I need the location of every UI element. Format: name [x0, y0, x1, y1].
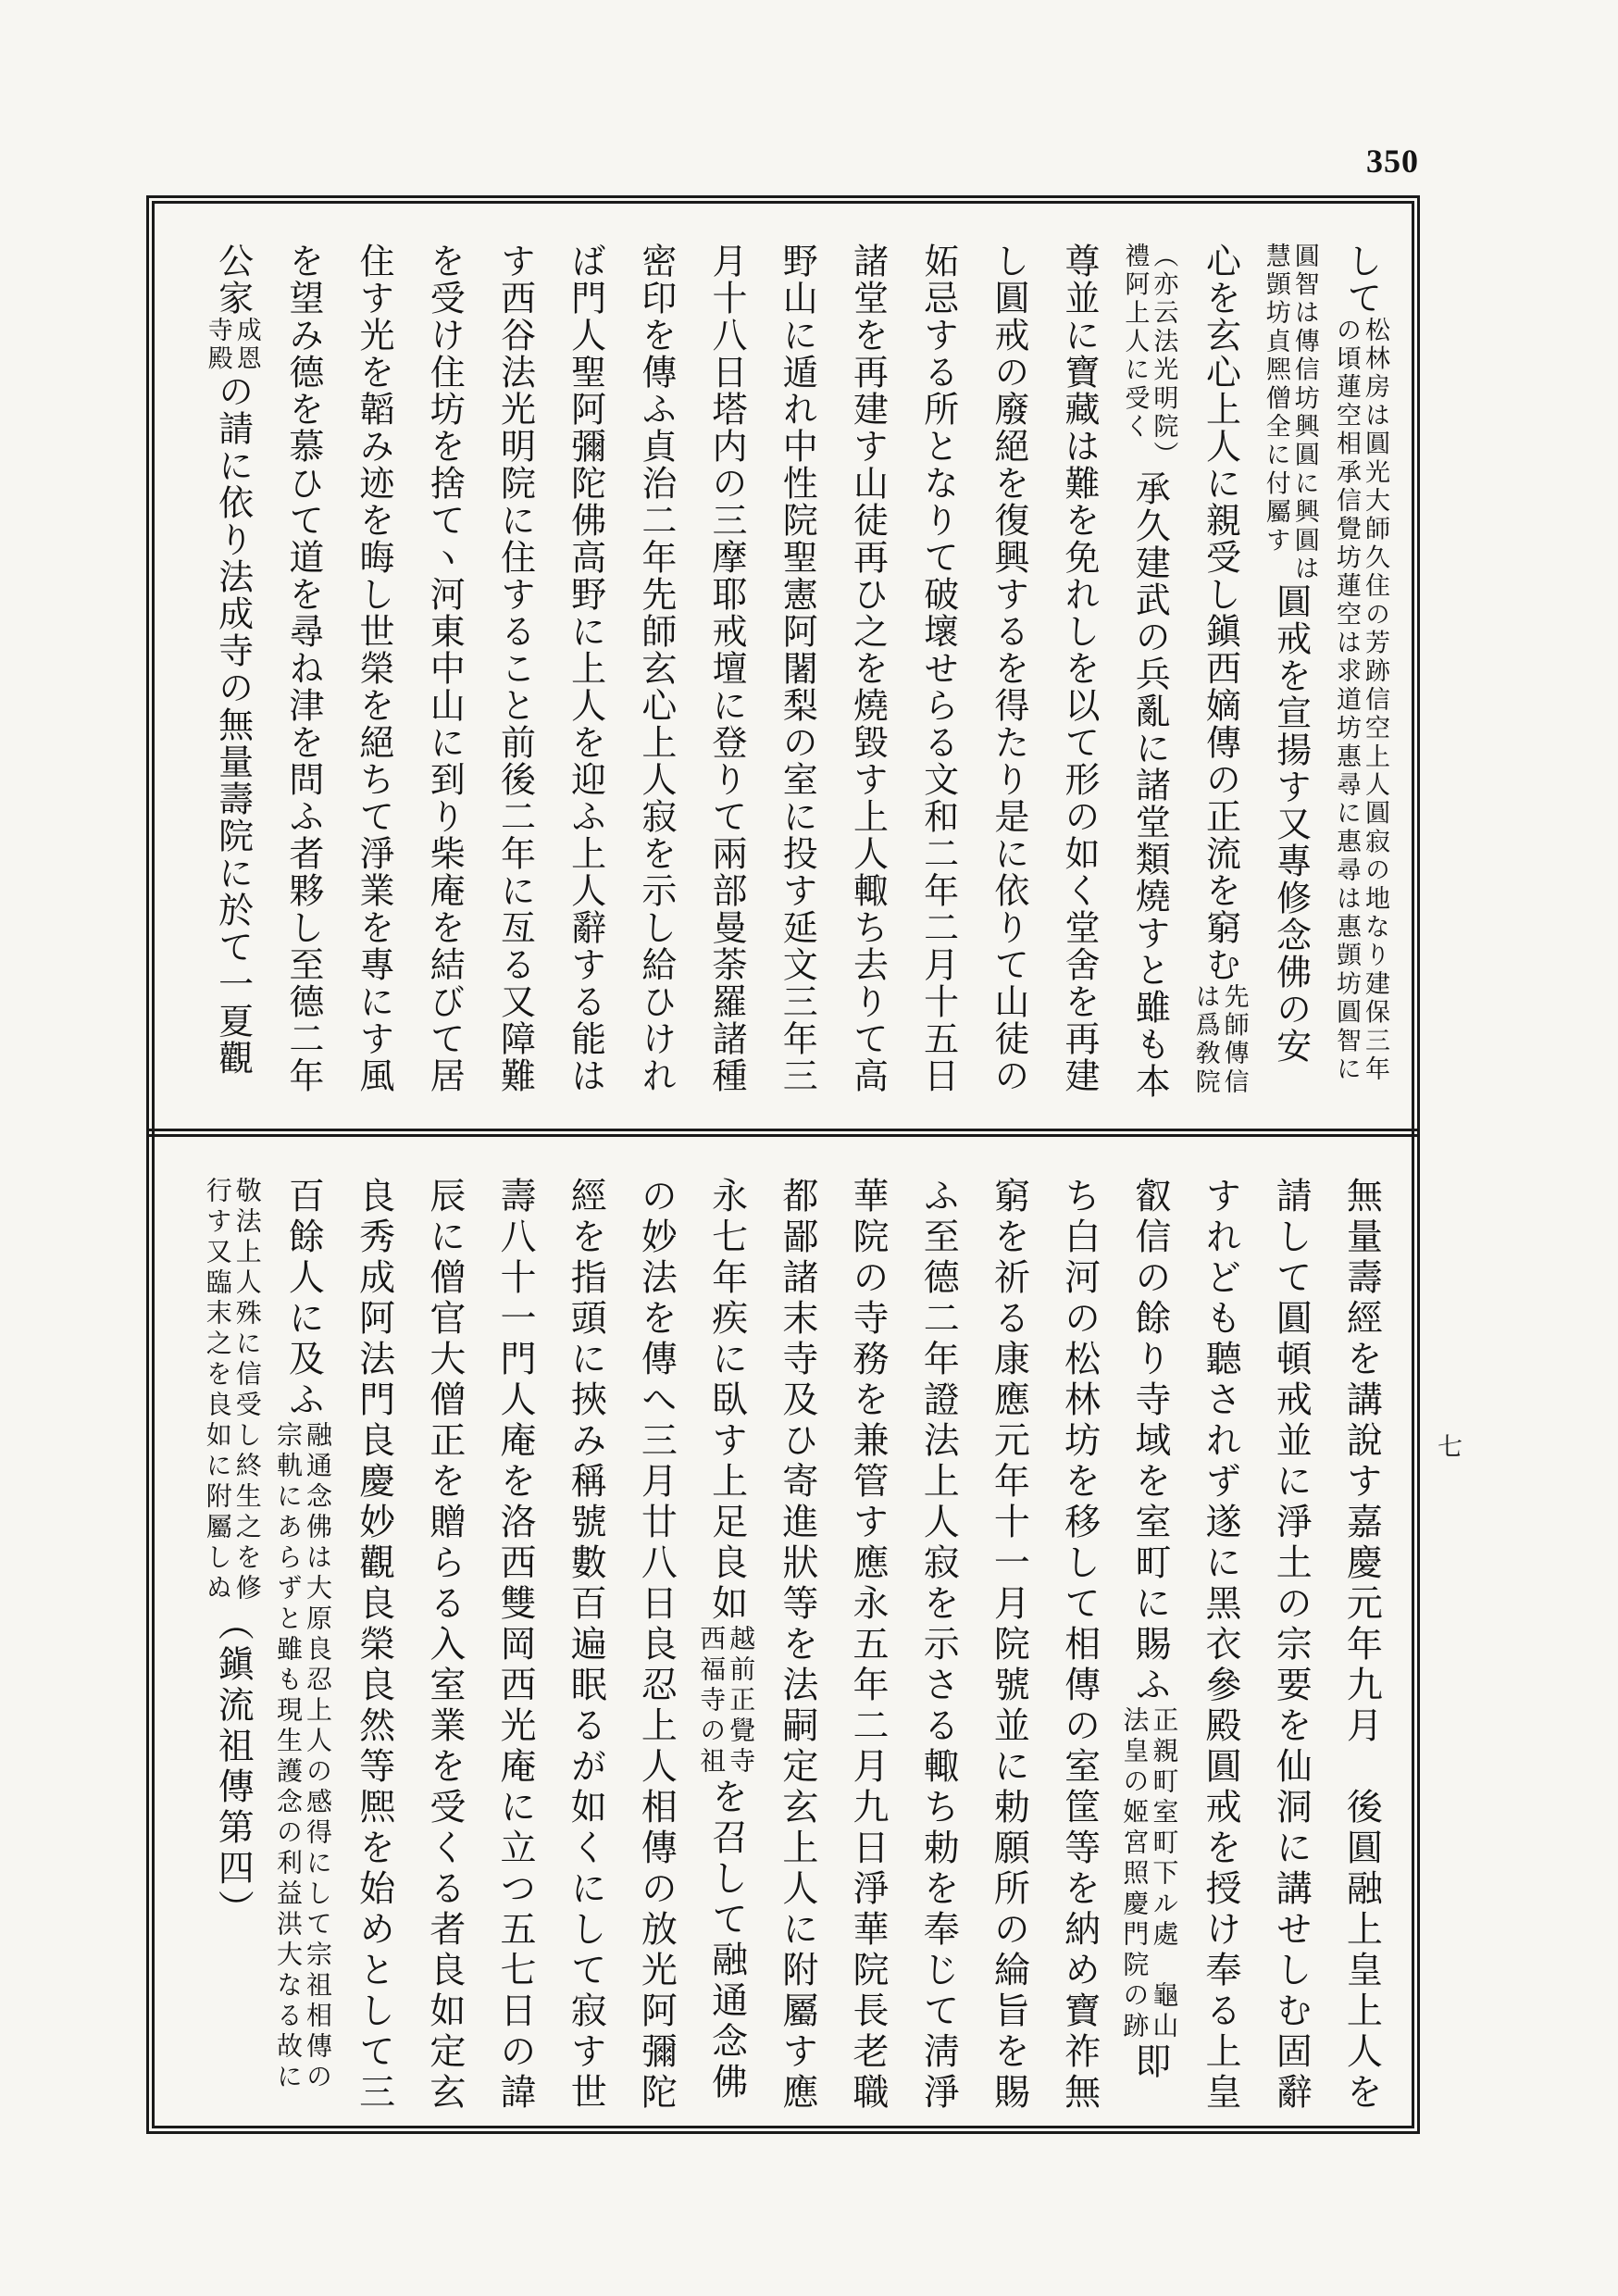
page-number: 350: [1366, 143, 1419, 180]
body-text: して: [1340, 243, 1382, 317]
body-text: 都鄙諸末寺及ひ寄進狀等を法嗣定玄上人に附屬す應: [776, 1177, 818, 2114]
text-column: [832, 1177, 902, 2126]
body-text: 窮を祈る康應元年十一月院號並に勅願所の綸旨を賜: [988, 1177, 1030, 2114]
text-column: [550, 1177, 620, 2126]
note-line: の頃蓮空相承信覺坊蓮空は求道坊惠尋に惠尋は惠顗坊圓智に: [1332, 317, 1361, 1084]
body-text: ち白河の松林坊を移して相傳の室筐等を納め寶祚無: [1058, 1177, 1101, 2114]
text-column: [902, 1177, 973, 2126]
text-column: [338, 243, 408, 1117]
body-text: 承久建武の兵亂に諸堂類燒すと雖も本: [1129, 469, 1171, 1100]
body-text: 住す光を韜み迹を晦し世榮を絕ちて淨業を專にす風: [354, 243, 395, 1094]
note-line: は爲敎院: [1190, 983, 1220, 1097]
text-column: [1114, 1177, 1184, 2126]
text-column: [832, 243, 902, 1117]
interlinear-note: [1262, 243, 1319, 583]
body-text: 尊並に寶藏は難を免れしを以て形の如く堂舍を再建: [1059, 243, 1101, 1094]
body-text: 請して圓頓戒並に淨土の宗要を仙洞に講せしむ固辭: [1270, 1177, 1313, 2114]
interlinear-note: [1119, 1706, 1178, 2042]
body-text: 圓戒を宣揚す又專修念佛の安: [1270, 583, 1312, 1066]
text-column: [761, 1177, 831, 2126]
note-line: （亦云法光明院）: [1149, 243, 1178, 470]
body-text: （鎭流祖傳第四）: [212, 1604, 255, 1930]
note-line: 寺殿: [203, 317, 232, 374]
interlinear-note: [1120, 243, 1177, 470]
text-column: [479, 1177, 550, 2126]
text-column: [902, 243, 973, 1117]
note-line: 圓智は傳信坊興圓に興圓は: [1289, 243, 1319, 584]
interlinear-note: [1191, 983, 1249, 1097]
body-text: を受け住坊を捨てヽ河東中山に到り柴庵を結びて居: [424, 243, 466, 1094]
text-column: [197, 243, 268, 1117]
body-text: 永七年疾に臥す上足良如: [705, 1177, 748, 1625]
note-line: 禮阿上人に受く: [1120, 243, 1150, 442]
body-text: す西谷法光明院に住すること前後二年に亙る又障難: [494, 243, 536, 1094]
note-line: 行す又臨末之を良如に附屬しぬ: [202, 1177, 233, 1604]
body-text: 經を指頭に挾み稱號數百遍眠るが如くにして寂す世: [565, 1177, 607, 2114]
interlinear-note: [203, 1177, 262, 1604]
text-column: [268, 1177, 338, 2126]
margin-mark: 七: [1438, 1433, 1462, 1462]
body-text: ふ至德二年證法上人寂を示さる輙ち勅を奉じて淸淨: [917, 1177, 960, 2114]
text-column: [408, 1177, 479, 2126]
note-line: 松林房は圓光大師久住の芳跡信空上人圓寂の地なり建保三年: [1361, 317, 1389, 1084]
text-column: [620, 243, 691, 1117]
note-line: 西福寺の祖: [696, 1625, 728, 1778]
text-column: [479, 243, 550, 1117]
body-text: の請に依り法成寺の無量壽院に於て一夏觀: [212, 373, 254, 1078]
note-line: 越前正覺寺: [726, 1625, 757, 1778]
body-text: 即: [1128, 2042, 1171, 2083]
note-line: 正親町室町下ル處 龜山: [1149, 1706, 1180, 2042]
text-column: [1326, 243, 1396, 1117]
text-column: [338, 1177, 408, 2126]
text-column: [1114, 243, 1184, 1117]
body-text: を望み德を慕ひて道を尋ね津を問ふ者夥し至德二年: [282, 243, 324, 1094]
text-column: [1043, 1177, 1114, 2126]
note-line: 敬法上人殊に信受し終生之を修: [231, 1177, 263, 1604]
body-text: を召して融通念佛: [705, 1778, 748, 2103]
body-text: 叡信の餘り寺域を室町に賜ふ: [1128, 1177, 1171, 1706]
body-text: 壽八十一門人庵を洛西雙岡西光庵に立つ五七日の諱: [494, 1177, 537, 2114]
note-line: 成恩: [231, 317, 261, 374]
text-column: [1255, 243, 1326, 1117]
body-text: 妬忌する所となりて破壞せらる文和二年二月十五日: [917, 243, 959, 1094]
panel-divider: [146, 1129, 1420, 1137]
text-column: [620, 1177, 691, 2126]
text-column: [1185, 243, 1255, 1117]
body-text: の妙法を傳へ三月廿八日良忍上人相傳の放光阿彌陀: [635, 1177, 678, 2114]
interlinear-note: [696, 1625, 755, 1778]
body-text: すれども聽されず遂に黑衣參殿圓戒を授け奉る上皇: [1200, 1177, 1242, 2114]
body-text: 密印を傳ふ貞治二年先師玄心上人寂を示し給ひけれ: [635, 243, 677, 1094]
text-column: [268, 243, 338, 1117]
lower-panel: [0, 1177, 1618, 2126]
upper-panel: [0, 243, 1618, 1117]
text-column: [761, 243, 831, 1117]
body-text: 公家: [212, 243, 254, 317]
body-text: し圓戒の廢絕を復興するを得たり是に依りて山徒の: [988, 243, 1029, 1094]
note-line: 融通念佛は大原良忍上人の感得にして宗祖相傳の: [303, 1421, 333, 2093]
text-column: [1255, 1177, 1326, 2126]
text-column: [973, 1177, 1043, 2126]
text-column: [1185, 1177, 1255, 2126]
interlinear-note: [1332, 317, 1389, 1084]
body-text: 良秀成阿法門良慶妙觀良榮良然等熈を始めとして三: [353, 1177, 395, 2114]
text-column: [691, 243, 761, 1117]
text-column: [691, 1177, 761, 2126]
interlinear-note: [273, 1421, 332, 2093]
note-line: 先師傳信: [1219, 983, 1249, 1097]
body-text: 諸堂を再建す山徒再ひ之を燒毀す上人輙ち去りて高: [847, 243, 889, 1094]
body-text: 野山に遁れ中性院聖憲阿闍梨の室に投す延文三年三: [777, 243, 818, 1094]
interlinear-note: [204, 317, 261, 373]
note-line: 慧顗坊貞熈僧全に付屬す: [1261, 243, 1290, 555]
text-column: [973, 243, 1043, 1117]
text-column: [197, 1177, 268, 2126]
body-text: 月十八日塔内の三摩耶戒壇に登りて兩部曼荼羅諸種: [706, 243, 748, 1094]
body-text: 華院の寺務を兼管す應永五年二月九日淨華院長老職: [847, 1177, 890, 2114]
body-text: 辰に僧官大僧正を贈らる入室業を受くる者良如定玄: [423, 1177, 466, 2114]
text-column: [1326, 1177, 1396, 2126]
text-column: [550, 243, 620, 1117]
text-column: [1043, 243, 1114, 1117]
body-text: 無量壽經を講說す嘉慶元年九月 後圓融上皇上人を: [1340, 1177, 1383, 2114]
body-text: 百餘人に及ふ: [282, 1177, 325, 1421]
note-line: 法皇の姬宮照慶門院の跡: [1119, 1706, 1151, 2042]
text-column: [408, 243, 479, 1117]
note-line: 宗軌にあらずと雖も現生護念の利益洪大なる故に: [273, 1421, 304, 2093]
body-text: ば門人聖阿彌陀佛高野に上人を迎ふ上人辭する能は: [565, 243, 606, 1094]
body-text: 心を玄心上人に親受し鎭西嫡傳の正流を窮む: [1200, 243, 1241, 983]
